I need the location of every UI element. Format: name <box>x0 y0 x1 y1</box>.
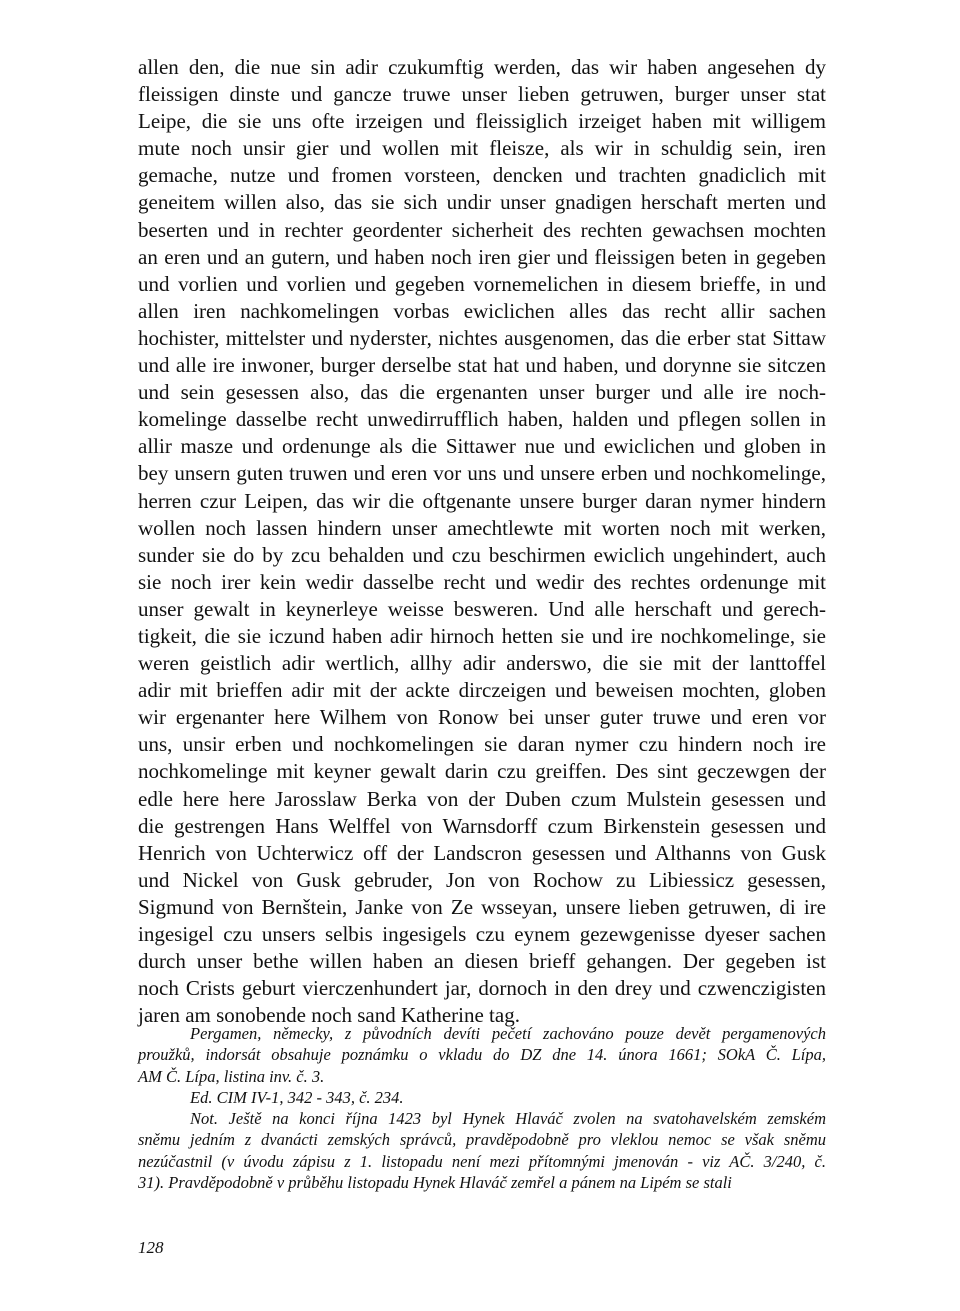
text-line: und sein gesessen also, das die ergenanten unser burger und alle ire noch- <box>138 380 826 405</box>
text-line: und vorlien und vorlien und gegeben vornemelichen in diesem brieffe, in und <box>138 271 826 296</box>
text-line: unser gewalt in keynerleye weisse besweren. Und alle herschaft und gerech- <box>138 596 826 621</box>
source-description <box>138 1023 826 1087</box>
editorial-notes <box>138 1023 826 1193</box>
text-line: wir ergenanter here Wilhem von Ronow bei unser guter truwe und eren vor <box>138 705 826 730</box>
text-line: weren geistlich adir wertlich, allhy adir anderswo, die sie mit der lanttoffel <box>138 651 826 676</box>
text-line: Sigmund von Bernštein, Janke von Ze wsseyan, unsere lieben getruwen, di ire <box>138 894 826 919</box>
text-line: bey unsern guten truwen und eren vor uns und unsere erben und nochkomelinge, <box>138 461 826 486</box>
text-line: geneitem willen also, das sie sich undir unser gnadigen herschaft merten und <box>138 190 826 215</box>
text-line: durch unser bethe willen haben an diesen brieff gehangen. Der gegeben ist <box>138 949 826 974</box>
text-line: Henrich von Uchterwicz off der Landscron gesessen und Althanns von Gusk <box>138 840 826 865</box>
text-line: komelinge dasselbe recht unwedirrufflich haben, halden und pflegen sollen in <box>138 407 826 432</box>
text-line: edle here here Jarosslaw Berka von der Duben czum Mulstein gesessen und <box>138 786 826 811</box>
text-line: sie noch irer kein wedir dasselbe recht und wedir des rechtes ordenunge mit <box>138 569 826 594</box>
edition-reference <box>138 1087 826 1108</box>
text-line: allen iren nachkomelingen vorbas ewiclichen alles das recht allir sachen <box>138 298 826 323</box>
text-line: wollen noch lassen hindern unser amechtlewte mit worten noch mit werken, <box>138 515 826 540</box>
text-line: allir masze und ordenunge als die Sittawer nue und ewiclichen und globen in <box>138 434 826 459</box>
text-line: sunder sie do by zcu behalden und czu beschirmen ewiclich ungehindert, auch <box>138 542 826 567</box>
text-line: sněmu jedním z dvanácti zemských správců, pravděpodobně pro vleklou nemoc se však sněmu <box>138 1130 826 1150</box>
text-line: noch Crists geburt vierczenhundert jar, dornoch in den drey und czwenczigisten <box>138 976 826 1001</box>
text-line: hochister, mittelster und nyderster, nichtes ausgenomen, das die erber stat Sittaw <box>138 325 826 350</box>
text-line: nezúčastnil (v úvodu zápisu z 1. listopadu není mezi přítomnými jmenován - viz AČ. 3/240, č. <box>138 1151 826 1171</box>
text-line: Pergamen, německy, z původních devíti pečetí zachováno pouze devět pergamenových <box>190 1024 826 1043</box>
page-number: 128 <box>138 1238 164 1257</box>
charter-transcription <box>138 54 826 1029</box>
text-line: 31). Pravděpodobně v průběhu listopadu Hynek Hlaváč zemřel a pánem na Lipém se stali <box>138 1173 732 1193</box>
text-line: beserten und in rechter geordenter sicherheit des rechten gewachsen mochten <box>138 217 826 242</box>
edition-line: Ed. CIM IV-1, 342 - 343, č. 234. <box>190 1087 404 1107</box>
text-line: an eren und an gutern, und haben noch iren gier und fleissigen beten in gegeben <box>138 244 826 269</box>
text-line: tigkeit, die sie iczund haben adir hirnoch hetten sie und ire nochkomelinge, sie <box>138 623 826 648</box>
text-line: ingesigel czu unsers selbis ingesigels czu eynem gezewgenisse dyeser sachen <box>138 922 826 946</box>
text-line: die gestrengen Hans Welffel von Warnsdorff czum Birkenstein gesessen und <box>138 813 826 838</box>
text-line: adir mit brieffen adir mit der ackte dirczeigen und beweisen mochten, globen <box>138 678 826 703</box>
text-line: mute noch unsir gier und wollen mit fleisze, als wir in schuldig sein, iren <box>138 136 826 161</box>
text-line: fleissigen dinste und gancze truwe unser lieben getruwen, burger unser stat <box>138 82 826 107</box>
text-line: jaren am sonobende noch sand Katherine tag. <box>138 1003 520 1028</box>
text-line: herren czur Leipen, das wir die oftgenante unsere burger daran nymer hindern <box>138 488 826 513</box>
historical-note <box>138 1108 826 1193</box>
text-line: Not. Ještě na konci října 1423 byl Hynek Hlaváč zvolen na svatohavelském zemském <box>190 1109 826 1129</box>
text-line: und Nickel von Gusk gebruder, Jon von Rochow zu Libiessicz gesessen, <box>138 867 826 892</box>
text-line: AM Č. Lípa, listina inv. č. 3. <box>138 1066 325 1086</box>
text-line: und alle ire inwoner, burger derselbe stat hat und haben, und dorynne sie sitczen <box>138 353 826 378</box>
text-line: gemache, nutze und fromen vorsteen, dencken und trachten gnadiclich mit <box>138 163 826 188</box>
text-line: uns, unsir erben und nochkomelingen sie daran nymer czu hindern noch ire <box>138 732 826 757</box>
text-line: Leipe, die sie uns ofte irzeigen und fleissiglich irzeiget haben mit willigem <box>138 109 826 134</box>
text-line: proužků, indorsát obsahuje poznámku o vkladu do DZ dne 14. února 1661; SOkA Č. Lípa, <box>138 1045 826 1065</box>
text-line: allen den, die nue sin adir czukumftig werden, das wir haben angesehen dy <box>138 55 826 79</box>
text-line: nochkomelinge mit keyner gewalt darin czu greiffen. Des sint geczewgen der <box>138 759 826 784</box>
